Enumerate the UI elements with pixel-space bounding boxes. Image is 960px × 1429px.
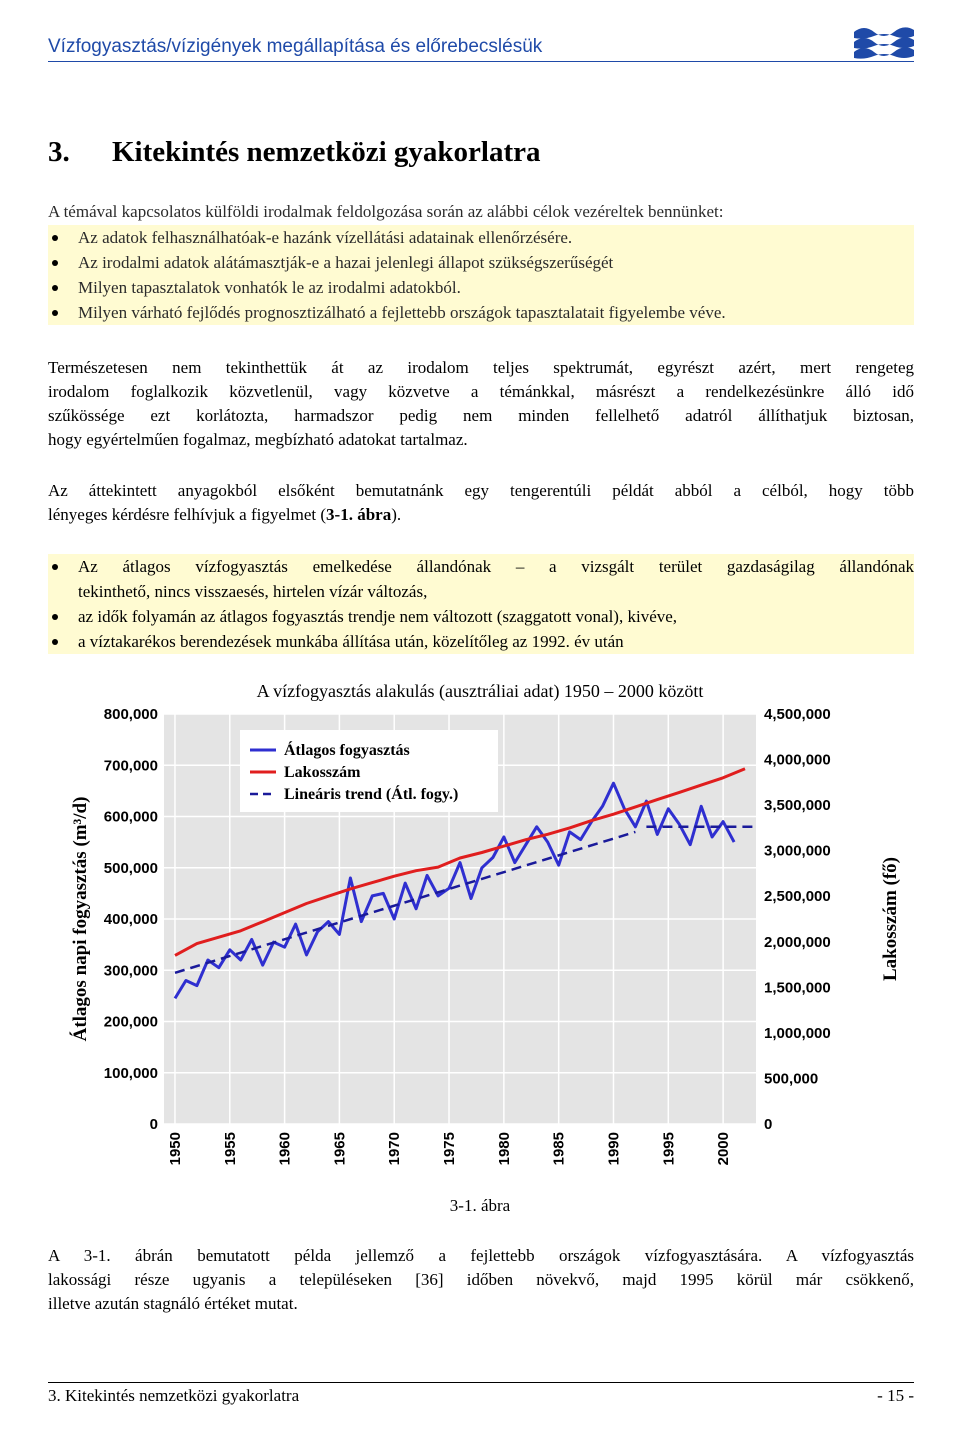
water-consumption-chart	[56, 708, 914, 1190]
right-tick-label: 0	[764, 1116, 773, 1133]
legend	[240, 730, 498, 812]
paragraph-1	[48, 356, 914, 452]
left-tick-label: 200,000	[103, 1013, 158, 1031]
x-axis-ticks	[167, 1132, 732, 1165]
list-item: Az irodalmi adatok alátámasztják-e a hazai jelenlegi állapot szükségszerűségét	[48, 250, 914, 275]
x-tick-label: 1960	[276, 1132, 294, 1166]
paragraph-line: A 3-1. ábrán bemutatott példa jellemző a fejlettebb országok vízfogyasztására. A vízfogyasztás	[48, 1246, 914, 1265]
bullet-icon	[52, 310, 58, 316]
left-tick-label: 600,000	[103, 808, 158, 826]
list-item: Milyen várható fejlődés prognosztizálható a fejlettebb országok tapasztalatait figyelembe véve.	[48, 300, 914, 325]
figure-caption: 3-1. ábra	[449, 1196, 511, 1215]
figure-reference: 3-1. ábra	[326, 505, 392, 524]
waves-logo-icon	[852, 22, 914, 60]
x-tick-label: 1965	[331, 1132, 349, 1166]
footer-section: 3. Kitekintés nemzetközi gyakorlatra	[48, 1386, 300, 1405]
paragraph-2	[48, 479, 914, 527]
bullet-icon	[52, 235, 58, 241]
legend-label-trend: Lineáris trend (Átl. fogy.)	[284, 786, 459, 803]
goals-list	[48, 225, 914, 325]
x-tick-label: 1970	[386, 1132, 404, 1166]
paragraph-line: lényeges kérdésre felhívjuk a figyelmet (3-1. ábra).	[48, 505, 402, 524]
x-tick-label: 1990	[605, 1132, 623, 1166]
paragraph-line: szűkössége ezt korlátozta, harmadszor pedig nem minden fellelhető adatról állíthatjuk biztosan,	[48, 406, 914, 425]
left-tick-label: 700,000	[103, 757, 158, 775]
left-tick-label: 800,000	[103, 708, 158, 723]
right-tick-label: 1,500,000	[764, 979, 831, 997]
x-tick-label: 1975	[441, 1132, 459, 1166]
paragraph-line: Természetesen nem tekinthettük át az irodalom teljes spektrumát, egyrészt azért, mert rengeteg	[48, 358, 914, 377]
right-axis-ticks	[764, 708, 831, 1133]
paragraph-line: illetve azután stagnáló értéket mutat.	[48, 1294, 298, 1313]
x-tick-label: 1955	[221, 1132, 239, 1166]
bullet-icon	[52, 260, 58, 266]
left-tick-label: 0	[149, 1116, 158, 1133]
x-tick-label: 1980	[495, 1132, 513, 1166]
left-tick-label: 500,000	[103, 859, 158, 877]
right-tick-label: 1,000,000	[764, 1024, 831, 1042]
list-item: Az adatok felhasználhatóak-e hazánk vízellátási adatainak ellenőrzésére.	[48, 225, 914, 250]
paragraph-line: lakossági része ugyanis a településeken [36] időben növekvő, majd 1995 körül már csökkenő,	[48, 1270, 914, 1289]
list-item: Milyen tapasztalatok vonhatók le az irodalmi adatokból.	[48, 275, 914, 300]
y2-axis-label: Lakosszám (fő)	[880, 856, 901, 982]
left-tick-label: 400,000	[103, 911, 158, 928]
paragraph-3	[48, 1244, 914, 1316]
header-title: Vízfogyasztás/vízigények megállapítása és előrebecslésük	[48, 36, 543, 57]
bullet-icon	[52, 614, 58, 620]
list-item: az idők folyamán az átlagos fogyasztás trendje nem változott (szaggatott vonal), kivéve,	[48, 604, 914, 629]
observations-list	[48, 554, 914, 654]
header-divider	[48, 61, 914, 62]
left-axis-ticks	[104, 708, 158, 1133]
paragraph-line: Az áttekintett anyagokból elsőként bemutatnánk egy tengerentúli példát abból a célból, hogy több	[48, 481, 914, 500]
x-tick-label: 1950	[166, 1132, 184, 1166]
bullet-icon	[52, 285, 58, 291]
section-title: Kitekintés nemzetközi gyakorlatra	[112, 136, 541, 168]
right-tick-label: 4,500,000	[764, 708, 831, 723]
right-tick-label: 2,000,000	[764, 933, 831, 951]
page-header	[48, 32, 914, 64]
list-item: Az átlagos vízfogyasztás emelkedése állandónak – a vizsgált terület gazdaságilag állandónak tekinthető, nincs visszaesés, hirtelen vízár változás,	[48, 554, 914, 604]
page-number: - 15 -	[877, 1386, 914, 1405]
x-tick-label: 1985	[550, 1132, 568, 1166]
intro-text: A témával kapcsolatos külföldi irodalmak feldolgozása során az alábbi célok vezéreltek bennünket:	[48, 202, 724, 221]
section-heading	[48, 136, 540, 169]
paragraph-line: hogy egyértelműen fogalmaz, megbízható adatokat tartalmaz.	[48, 430, 468, 449]
right-tick-label: 4,000,000	[764, 751, 831, 769]
legend-label-consumption: Átlagos fogyasztás	[284, 742, 410, 759]
left-tick-label: 300,000	[103, 962, 158, 980]
bullet-icon	[52, 639, 58, 645]
right-tick-label: 3,000,000	[764, 842, 831, 860]
right-tick-label: 2,500,000	[764, 888, 831, 906]
paragraph-line: irodalom foglalkozik közvetlenül, vagy közvetve a témánkkal, másrészt a rendelkezésünkre álló idő	[48, 382, 914, 401]
y-axis-label: Átlagos napi fogyasztás (m³/d)	[70, 796, 91, 1042]
right-tick-label: 3,500,000	[764, 797, 831, 815]
list-item: a víztakarékos berendezések munkába állítása után, közelítőleg az 1992. év után	[48, 629, 914, 654]
x-tick-label: 1995	[660, 1132, 678, 1166]
footer-divider	[48, 1382, 914, 1383]
section-number: 3.	[48, 136, 70, 168]
chart-title: A vízfogyasztás alakulás (ausztráliai adat) 1950 – 2000 között	[256, 681, 704, 701]
left-tick-label: 100,000	[103, 1064, 158, 1082]
x-tick-label: 2000	[715, 1132, 733, 1166]
bullet-icon	[52, 564, 58, 570]
right-tick-label: 500,000	[764, 1070, 819, 1088]
legend-label-population: Lakosszám	[284, 764, 361, 781]
